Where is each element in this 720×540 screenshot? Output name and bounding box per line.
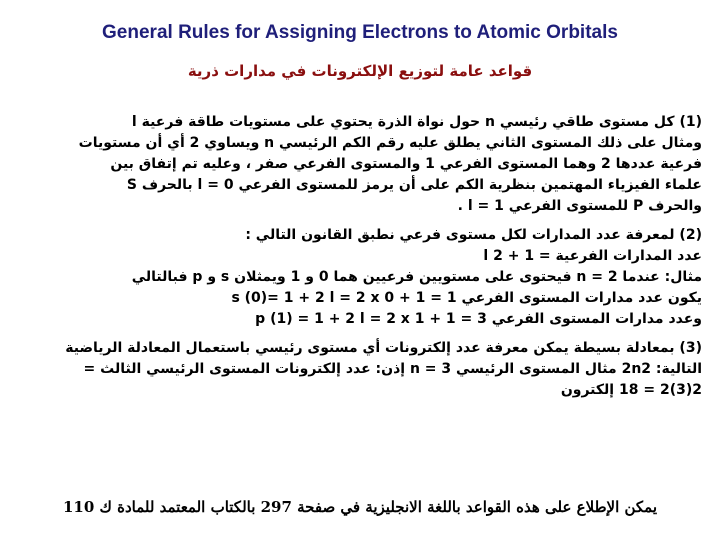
rule-1-line-5: والحرف P للمستوى الفرعي l = 1 .	[457, 198, 702, 214]
footer-note: يمكن الإطلاع على هذه القواعد باللغة الانجليزية في صفحة 297 بالكتاب المعتمد للمادة ك 110	[62, 498, 658, 516]
rule-2	[16, 225, 702, 330]
rule-3-line-1: (3) بمعادلة بسيطة يمكن معرفة عدد إلكترونات أي مستوى رئيسي باستعمال المعادلة الرياضية	[65, 340, 702, 356]
rule-3-line-3: 2(3)2 = 18 إلكترون	[560, 382, 702, 398]
rule-1-line-3: فرعية عددها 2 وهما المستوى الفرعي 1 والمستوى الفرعي صفر ، وعليه تم إتفاق بين	[110, 156, 702, 172]
rule-2-line-1: (2) لمعرفة عدد المدارات لكل مستوى فرعي نطبق القانون التالي :	[245, 227, 702, 243]
title-arabic: قواعد عامة لتوزيع الإلكترونات في مدارات ذرية	[187, 62, 533, 80]
rule-2-line-5: وعدد مدارات المستوى الفرعي p (1) = 1 + 2 l = 2 x 1 + 1 = 3	[255, 311, 702, 327]
title-english: General Rules for Assigning Electrons to Atomic Orbitals	[102, 22, 618, 43]
rules-body	[16, 112, 702, 409]
rule-1-line-4: علماء الفيزياء المهتمين بنظرية الكم على أن يرمز للمستوى الفرعي l = 0 بالحرف S	[126, 177, 702, 193]
rule-1-line-2: ومثال على ذلك المستوى الثاني يطلق عليه رقم الكم الرئيسي n ويساوي 2 أي أن مستويات	[78, 135, 702, 151]
rule-2-line-2: عدد المدارات الفرعية = 1 + 2 l	[483, 248, 702, 264]
rule-1	[16, 112, 702, 217]
rule-1-line-1: (1) كل مستوى طاقي رئيسي n حول نواة الذرة يحتوي على مستويات طاقة فرعية l	[131, 114, 702, 130]
rule-2-line-4: يكون عدد مدارات المستوى الفرعي s (0)= 1 + 2 l = 2 x 0 + 1 = 1	[231, 290, 702, 306]
rule-3	[16, 338, 702, 401]
rule-2-line-3: مثال: عندما n = 2 فيحتوى على مستويين فرعيين هما 0 و 1 ويمثلان s و p فبالتالي	[131, 269, 702, 285]
rule-3-line-2: التالية: 2n2 مثال المستوى الرئيسي n = 3 إذن: عدد إلكترونات المستوى الرئيسي الثالث =	[83, 361, 702, 377]
